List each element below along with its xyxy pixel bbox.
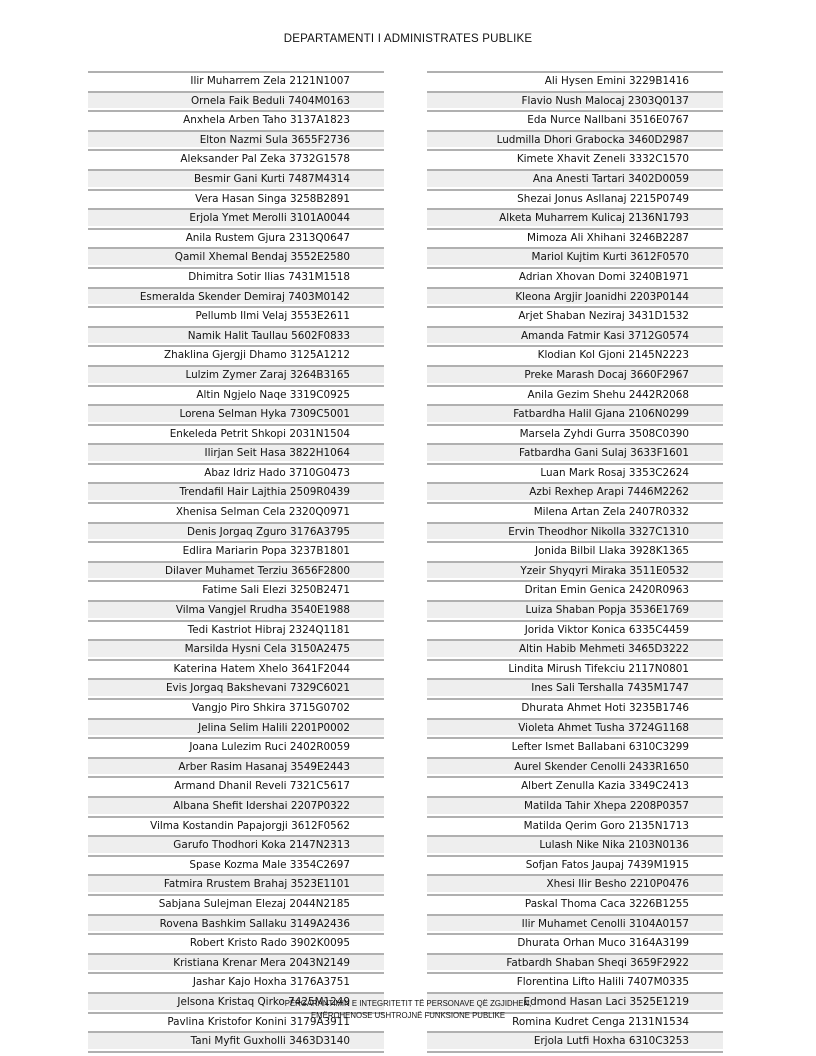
list-item: Romina Kudret Cenga 2131N1534 xyxy=(427,1012,723,1030)
list-item: Enkeleda Petrit Shkopi 2031N1504 xyxy=(88,424,384,442)
list-item: Ilirjan Seit Hasa 3822H1064 xyxy=(88,443,384,461)
list-item: Fatmira Rrustem Brahaj 3523E1101 xyxy=(88,874,384,892)
right-name-list xyxy=(427,71,723,1053)
list-item: Jashar Kajo Hoxha 3176A3751 xyxy=(88,972,384,990)
list-item: Tedi Kastriot Hibraj 2324Q1181 xyxy=(88,620,384,638)
list-item: Rovena Bashkim Sallaku 3149A2436 xyxy=(88,914,384,932)
list-item: Xhenisa Selman Cela 2320Q0971 xyxy=(88,502,384,520)
list-item: Sabjana Sulejman Elezaj 2044N2185 xyxy=(88,894,384,912)
list-item: Anxhela Arben Taho 3137A1823 xyxy=(88,110,384,128)
list-item: Matilda Qerim Goro 2135N1713 xyxy=(427,816,723,834)
list-item: Aurel Skender Cenolli 2433R1650 xyxy=(427,757,723,775)
list-item: Pavlina Kristofor Konini 3179A3911 xyxy=(88,1012,384,1030)
page-title: DEPARTAMENTI I ADMINISTRATES PUBLIKE xyxy=(283,33,533,45)
list-item: Ervin Theodhor Nikolla 3327C1310 xyxy=(427,522,723,540)
list-item: Dritan Emin Genica 2420R0963 xyxy=(427,580,723,598)
list-item: Ornela Faik Beduli 7404M0163 xyxy=(88,91,384,109)
list-item: Jelsona Kristaq Qirko 7425M1249 xyxy=(88,992,384,1010)
list-item: Violeta Ahmet Tusha 3724G1168 xyxy=(427,718,723,736)
list-item: Robert Kristo Rado 3902K0095 xyxy=(88,933,384,951)
list-item: Pellumb Ilmi Velaj 3553E2611 xyxy=(88,306,384,324)
list-item: Marsilda Hysni Cela 3150A2475 xyxy=(88,639,384,657)
page-footer xyxy=(0,998,816,1022)
list-item: Spase Kozma Male 3354C2697 xyxy=(88,855,384,873)
list-item: Eda Nurce Nallbani 3516E0767 xyxy=(427,110,723,128)
list-item: Fatbardha Halil Gjana 2106N0299 xyxy=(427,404,723,422)
list-item: Aleksander Pal Zeka 3732G1578 xyxy=(88,149,384,167)
list-item: Lindita Mirush Tifekciu 2117N0801 xyxy=(427,659,723,677)
list-item: Azbi Rexhep Arapi 7446M2262 xyxy=(427,482,723,500)
list-item: Altin Habib Mehmeti 3465D3222 xyxy=(427,639,723,657)
list-item: Arjet Shaban Neziraj 3431D1532 xyxy=(427,306,723,324)
list-item: Denis Jorgaq Zguro 3176A3795 xyxy=(88,522,384,540)
footer-line-2: EMËROHENOSE USHTROJNË FUNKSIONE PUBLIKE xyxy=(310,1011,506,1020)
list-item: Luiza Shaban Popja 3536E1769 xyxy=(427,600,723,618)
list-item: Ilir Muhamet Cenolli 3104A0157 xyxy=(427,914,723,932)
list-item: Mariol Kujtim Kurti 3612F0570 xyxy=(427,247,723,265)
list-item: Garufo Thodhori Koka 2147N2313 xyxy=(88,835,384,853)
list-item: Alketa Muharrem Kulicaj 2136N1793 xyxy=(427,208,723,226)
list-item: Marsela Zyhdi Gurra 3508C0390 xyxy=(427,424,723,442)
list-item: Lulash Nike Nika 2103N0136 xyxy=(427,835,723,853)
list-item: Katerina Hatem Xhelo 3641F2044 xyxy=(88,659,384,677)
list-item: Shezai Jonus Asllanaj 2215P0749 xyxy=(427,189,723,207)
list-item: Vilma Kostandin Papajorgji 3612F0562 xyxy=(88,816,384,834)
list-item: Dilaver Muhamet Terziu 3656F2800 xyxy=(88,561,384,579)
list-item: Erjola Lutfi Hoxha 6310C3253 xyxy=(427,1031,723,1049)
left-name-list xyxy=(88,71,384,1053)
list-item: Abaz Idriz Hado 3710G0473 xyxy=(88,463,384,481)
list-item: Edlira Mariarin Popa 3237B1801 xyxy=(88,541,384,559)
list-item: Elton Nazmi Sula 3655F2736 xyxy=(88,130,384,148)
list-item: Albert Zenulla Kazia 3349C2413 xyxy=(427,776,723,794)
list-item: Dhurata Orhan Muco 3164A3199 xyxy=(427,933,723,951)
list-item: Lorena Selman Hyka 7309C5001 xyxy=(88,404,384,422)
footer-line-1: PËRGARANTIMIN E INTEGRITETIT TË PERSONAVE QË ZGJIDHEN, xyxy=(284,999,532,1008)
list-item: Ines Sali Tershalla 7435M1747 xyxy=(427,678,723,696)
list-item: Zhaklina Gjergji Dhamo 3125A1212 xyxy=(88,345,384,363)
list-bottom-rule xyxy=(427,1051,723,1053)
list-item: Klodian Kol Gjoni 2145N2223 xyxy=(427,345,723,363)
list-item: Trendafil Hair Lajthia 2509R0439 xyxy=(88,482,384,500)
list-item: Altin Ngjelo Naqe 3319C0925 xyxy=(88,385,384,403)
list-item: Kimete Xhavit Zeneli 3332C1570 xyxy=(427,149,723,167)
list-item: Arber Rasim Hasanaj 3549E2443 xyxy=(88,757,384,775)
list-item: Besmir Gani Kurti 7487M4314 xyxy=(88,169,384,187)
list-item: Sofjan Fatos Jaupaj 7439M1915 xyxy=(427,855,723,873)
list-item: Mimoza Ali Xhihani 3246B2287 xyxy=(427,228,723,246)
list-item: Lefter Ismet Ballabani 6310C3299 xyxy=(427,737,723,755)
list-item: Fatbardha Gani Sulaj 3633F1601 xyxy=(427,443,723,461)
list-item: Tani Myfit Guxholli 3463D3140 xyxy=(88,1031,384,1049)
list-item: Milena Artan Zela 2407R0332 xyxy=(427,502,723,520)
list-item: Vera Hasan Singa 3258B2891 xyxy=(88,189,384,207)
list-item: Yzeir Shyqyri Miraka 3511E0532 xyxy=(427,561,723,579)
list-item: Florentina Lifto Halili 7407M0335 xyxy=(427,972,723,990)
list-item: Qamil Xhemal Bendaj 3552E2580 xyxy=(88,247,384,265)
list-item: Joana Lulezim Ruci 2402R0059 xyxy=(88,737,384,755)
list-item: Dhurata Ahmet Hoti 3235B1746 xyxy=(427,698,723,716)
list-item: Preke Marash Docaj 3660F2967 xyxy=(427,365,723,383)
list-item: Amanda Fatmir Kasi 3712G0574 xyxy=(427,326,723,344)
list-item: Vangjo Piro Shkira 3715G0702 xyxy=(88,698,384,716)
list-item: Matilda Tahir Xhepa 2208P0357 xyxy=(427,796,723,814)
list-item: Lulzim Zymer Zaraj 3264B3165 xyxy=(88,365,384,383)
list-item: Jonida Bilbil Llaka 3928K1365 xyxy=(427,541,723,559)
list-item: Erjola Ymet Merolli 3101A0044 xyxy=(88,208,384,226)
list-item: Fatime Sali Elezi 3250B2471 xyxy=(88,580,384,598)
list-item: Ana Anesti Tartari 3402D0059 xyxy=(427,169,723,187)
list-item: Edmond Hasan Laci 3525E1219 xyxy=(427,992,723,1010)
list-item: Anila Gezim Shehu 2442R2068 xyxy=(427,385,723,403)
list-item: Vilma Vangjel Rrudha 3540E1988 xyxy=(88,600,384,618)
list-item: Jelina Selim Halili 2201P0002 xyxy=(88,718,384,736)
list-item: Ilir Muharrem Zela 2121N1007 xyxy=(88,71,384,89)
list-item: Kleona Argjir Joanidhi 2203P0144 xyxy=(427,287,723,305)
list-item: Albana Shefit Idershai 2207P0322 xyxy=(88,796,384,814)
list-item: Kristiana Krenar Mera 2043N2149 xyxy=(88,953,384,971)
list-item: Fatbardh Shaban Sheqi 3659F2922 xyxy=(427,953,723,971)
list-item: Flavio Nush Malocaj 2303Q0137 xyxy=(427,91,723,109)
list-bottom-rule xyxy=(88,1051,384,1053)
list-item: Ludmilla Dhori Grabocka 3460D2987 xyxy=(427,130,723,148)
list-item: Paskal Thoma Caca 3226B1255 xyxy=(427,894,723,912)
list-item: Adrian Xhovan Domi 3240B1971 xyxy=(427,267,723,285)
list-item: Luan Mark Rosaj 3353C2624 xyxy=(427,463,723,481)
list-item: Xhesi Ilir Besho 2210P0476 xyxy=(427,874,723,892)
list-item: Evis Jorgaq Bakshevani 7329C6021 xyxy=(88,678,384,696)
list-item: Anila Rustem Gjura 2313Q0647 xyxy=(88,228,384,246)
list-item: Namik Halit Taullau 5602F0833 xyxy=(88,326,384,344)
list-item: Armand Dhanil Reveli 7321C5617 xyxy=(88,776,384,794)
list-item: Ali Hysen Emini 3229B1416 xyxy=(427,71,723,89)
list-item: Dhimitra Sotir Ilias 7431M1518 xyxy=(88,267,384,285)
list-item: Jorida Viktor Konica 6335C4459 xyxy=(427,620,723,638)
list-item: Esmeralda Skender Demiraj 7403M0142 xyxy=(88,287,384,305)
